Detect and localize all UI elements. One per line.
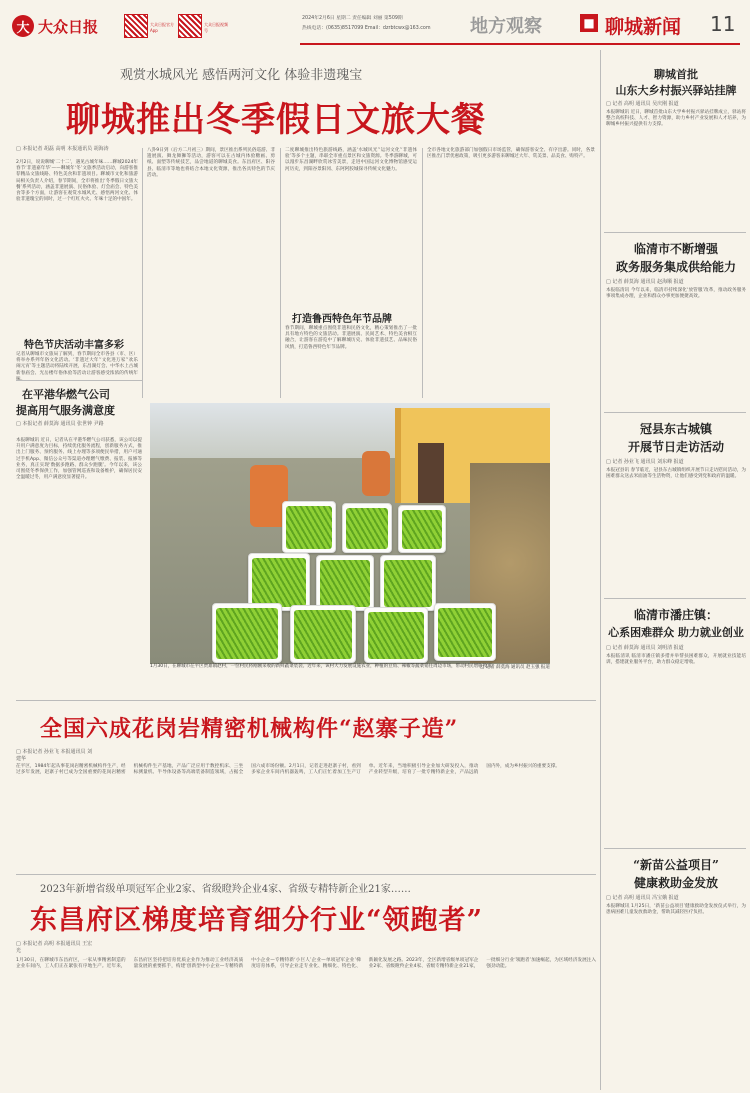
story4-body: 1月30日，在聊城市东昌府区，一家从事精密制造的企业车间内，工人们正在紧张有序地生产。近年来，东昌府区坚持把培育优质企业作为推动工业经济高质量发展的重要抓手，构建‘创新型中小企业—专精特新中小企业—专精特新‘小巨人’企业—单项冠军企业’梯度培育体系，引导企业走专业化、精细化、特色化、新颖化发展之路。2023年，全区新增省级单项冠军企业2家、省级瞪羚企业4家、省级专精特新企业21家，一批细分行业‘领跑者’加速崛起，为区域经济发展注入强劲动能。	[16, 958, 596, 970]
qr-label-video: 大众日报视频号	[204, 22, 228, 33]
story-divider	[604, 598, 746, 599]
story-divider	[604, 412, 746, 413]
paper-name: 大众日报	[38, 17, 99, 36]
lead-body-2: 记者从聊城市文旅局了解到，春节期间全市各县（市、区）将举办系列年俗文化活动。‘非遗过大年’‘文化进万家’‘欢乐闹元宵’等主题活动将陆续开展，东昌湖灯会、中华水上古城新春庙会、光岳楼年俗体验等活动让游客感受浓浓的传统年	[16, 352, 138, 376]
side2-title-line1[interactable]: 临清市不断增强	[633, 242, 718, 256]
story-divider	[16, 380, 142, 381]
produce-bag	[212, 603, 282, 663]
page-number: 11	[710, 12, 736, 36]
produce-bag	[380, 555, 436, 611]
section-name: 地方观察	[470, 16, 542, 37]
side2-body: 本报临清讯 今年以来，临清市持续深化‘放管服’改革，推动政务服务事项集成办理，企业和群众办事更加便捷高效。	[606, 288, 746, 300]
story2-title-line2[interactable]: 提高用气服务满意度	[16, 404, 115, 417]
story4-byline: □ 本报记者 高明 本报通讯员 王宏光	[16, 941, 93, 954]
column-mark-icon: ■	[580, 14, 598, 32]
qr-code-icon[interactable]	[124, 14, 148, 38]
photo-door	[418, 443, 444, 503]
side4-byline: □ 记者 薛莫海 通讯员 刘明清 报道	[606, 645, 684, 651]
lead-headline[interactable]: 聊城推出冬季假日文旅大餐	[66, 100, 486, 140]
produce-bag	[290, 605, 356, 663]
lead-byline: □ 本报记者 胡磊 高明 本报通讯员 胡海涛	[16, 146, 109, 152]
contact-info: 热线电话：(0635)8517099 Email：dzrbtcwx@163.com	[302, 26, 431, 31]
story4-kicker: 2023年新增省级单项冠军企业2家、省级瞪羚企业4家、省级专精特新企业21家……	[40, 884, 411, 895]
produce-bag	[434, 603, 496, 661]
column-divider	[422, 148, 423, 398]
side1-body: 本报聊城讯 近日，聊城首批山东大学乡村振兴驿站挂牌成立，驿站将整合高校科技、人才、智力资源，助力乡村产业发展和人才培养，为聊城乡村振兴提供有力支撑。	[606, 110, 746, 128]
lead-body-4: 二度聊城推出特色旅游线路，涵盖‘水城风光’‘运河文化’‘非遗体验’等多个主题，串联全市重点景区和文旅资源。冬季游聊城，可以漫步东昌湖畔欣赏冰雪美景，走进中国运河文化博物馆感受运河历史，到阳谷景阳冈、东阿阿胶城探寻传统文化魅力。	[285, 148, 417, 172]
side1-byline: □ 记者 高明 通讯员 吴庆刚 报道	[606, 101, 679, 107]
story-divider	[16, 874, 596, 875]
lead-body-3: 八卦9日到（后方二月初三）期间，景区推出系列民俗巡游、非遗展演、舞龙舞狮等活动，游客可以在古城内体验糖画、剪纸、面塑等传统技艺，品尝地道的聊城美食。东昌府区、阳谷县、临清市等地也将结合本地文化资源，推出各具特色的节庆活动。	[147, 148, 275, 178]
logo-mark: 大	[12, 15, 34, 37]
side4-title-line1[interactable]: 临清市潘庄镇：	[633, 608, 718, 622]
side3-byline: □ 记者 孙业飞 通讯员 刘东峰 报道	[606, 459, 684, 465]
qr-code-icon[interactable]	[178, 14, 202, 38]
column-divider	[142, 148, 143, 398]
side3-title-line2[interactable]: 开展节日走访活动	[627, 440, 724, 454]
produce-bag	[342, 503, 392, 553]
side2-title-line2[interactable]: 政务服务集成供给能力	[615, 260, 736, 274]
side1-title-line2[interactable]: 山东大乡村振兴驿站挂牌	[615, 84, 737, 97]
lead-body-1: 2月2日，说说聊城‘二十二’，遇见古城年味……聊城2024年春节‘非遗嘉年华’——聊城年‘冬’文旅季活动启动，向游客推荐精品文旅线路、特色美食和非遗项目。聊城市文化和旅游局相关负责人介绍，春节期间，全市将推出‘冬季假日文旅大餐’系列活动，涵盖非遗展演、民俗体验、灯会庙会、特色美食等多个方面，让游客在观赏水城风光、感悟两河文化、体验非遗瑰宝的同时，过一个红红火火、年味十足的中国年。	[16, 160, 138, 203]
side5-title-line2[interactable]: 健康救助金发放	[633, 876, 718, 890]
lead-subhead-1: 特色节庆活动丰富多彩	[24, 340, 124, 351]
story3-headline[interactable]: 全国六成花岗岩精密机械构件“赵寨子造”	[40, 716, 459, 742]
lead-kicker: 观赏水城风光 感悟两河文化 体验非遗瑰宝	[120, 68, 363, 83]
column-divider	[280, 148, 281, 398]
column-name: 聊城新闻	[605, 16, 682, 38]
side3-body: 本报冠县讯 春节临近，冠县东古城镇组织开展节日走访慰问活动，为困难群众送去米面油等生活物资，让他们感受到党和政府的温暖。	[606, 468, 746, 480]
photo-person-2	[362, 451, 390, 496]
paper-logo	[12, 12, 112, 40]
produce-bag	[282, 501, 336, 553]
story-divider	[604, 848, 746, 849]
produce-bag	[398, 505, 446, 553]
story-divider	[604, 232, 746, 233]
story2-byline: □ 本报记者 薛莫海 通讯员 张世钟 尹路	[16, 421, 104, 427]
story2-title-line1[interactable]: 在平港华燃气公司	[22, 388, 110, 401]
produce-bag	[364, 607, 428, 663]
lead-subhead-2: 打造鲁西特色年节品牌	[292, 314, 392, 325]
story4-headline[interactable]: 东昌府区梯度培育细分行业“领跑者”	[30, 905, 484, 936]
story3-byline: □ 本报记者 孙业飞 本报通讯员 刘建华	[16, 749, 93, 762]
side4-body: 本报临清讯 临清市潘庄镇多措并举帮扶困难群众，开展就业技能培训，搭建就业服务平台，助力群众稳定增收。	[606, 654, 746, 666]
news-photo[interactable]	[150, 403, 550, 664]
side4-title-line2[interactable]: 心系困难群众 助力就业创业	[608, 626, 744, 639]
header-rule	[300, 43, 740, 45]
story-divider	[16, 700, 596, 701]
photo-credit: □ 记者 薛莫海 通讯员 赵玉强 报道	[480, 665, 550, 670]
side5-title-line1[interactable]: “新苗公益项目”	[633, 858, 719, 872]
side2-byline: □ 记者 薛莫海 通讯员 赵海顺 报道	[606, 279, 684, 285]
qr-label-app: 大众日报官方App	[150, 22, 174, 33]
story3-body: 茌平区，1984年起从事花岗岩精密机械构件生产，经过多年发展，赵寨子村已成为全国重要的花岗岩精密机械构件生产基地，产品广泛应用于数控机床、三坐标测量机、半导体设备等高端装备制造领域，占据全国六成市场份额。2月1日，记者走进赵寨子村，看到多家企业车间内机器轰鸣，工人们正忙着加工生产订单。近年来，当地积极引导企业加大研发投入，推动产业转型升级，培育了一批专精特新企业，产品远销国内外，成为乡村振兴的重要支撑。	[16, 764, 560, 776]
side5-byline: □ 记者 高明 通讯员 冯宝娥 报道	[606, 895, 679, 901]
side3-title-line1[interactable]: 冠县东古城镇	[639, 422, 712, 436]
masthead	[0, 0, 750, 44]
side5-body: 本报聊城讯 1月25日，‘新苗公益项目’健康救助金发放仪式举行，为患病困难儿童发放救助金，帮助其减轻医疗负担。	[606, 904, 746, 916]
photo-caption: 1月30日，在聊城市茌平区贾寨镇赵村，一位村民将刚刚采收的新鲜蔬菜装袋。近年来，该村大力发展设施农业，种植的豆角、辣椒等蔬菜销往周边市场，带动村民增收致富。	[150, 664, 497, 669]
sidebar-divider	[600, 50, 601, 1090]
issue-date: 2024年2月6日 星期二 责任编辑 刘丽 第509期	[302, 16, 403, 21]
lead-body-6: 全市各地文化旅游部门加强假日市场监管，确保游客安全、有序出游。同时，各景区推出门票优惠政策，吸引更多游客来聊城过大年、赏美景、品美食、购特产。	[427, 148, 595, 160]
story2-body: 本报聊城讯 近日，记者从在平港华燃气公司获悉，该公司以提升用户满意度为目标，持续优化服务流程，创新服务方式，推出上门服务、预约服务、线上办理等多项便民举措，用户可通过手机App、微信公众号等渠道办理燃气缴费、报装、报修等业务，真正实现‘数据多跑路、群众少跑腿’。今年以来，该公司围绕冬季保供工作，加强管网巡查和设备维护，确保居民安全温暖过冬，用户满意度显著提升。	[16, 438, 142, 481]
produce-bag	[316, 555, 374, 611]
lead-body-5: 春节期间，聊城重点围绕非遗和民俗文化，精心策划推出了一批具有地方特色的文旅活动。非遗展演、民间艺术、特色美食相互融合，让游客在游览中了解聊城历史、体验非遗技艺、品味民俗风情，打造鲁西特色年节品牌。	[285, 326, 417, 350]
side1-title-line1[interactable]: 聊城首批	[654, 68, 698, 81]
